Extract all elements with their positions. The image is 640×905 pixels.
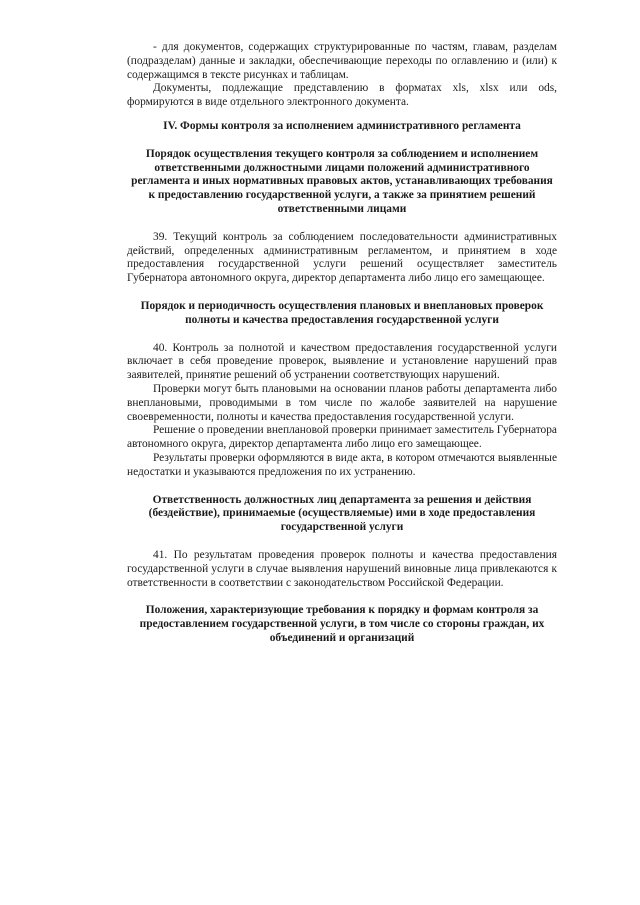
paragraph-39: 39. Текущий контроль за соблюдением последовательности административных действий, определенных административным регламентом, и принятием в ходе предоставления государственной услуги решений осуществляет заместитель Губернатора автономного округа, директор департамента либо лицо его замещающее.	[127, 230, 557, 285]
paragraph-40c: Решение о проведении внеплановой проверки принимает заместитель Губернатора автономного округа, директор департамента либо лицо его замещающее.	[127, 424, 557, 451]
paragraph-41: 41. По результатам проведения проверок полноты и качества предоставления государственной услуги в случае выявления нарушений виновные лица привлекаются к ответственности в соответствии с законодательством Российской Федерации.	[127, 548, 557, 589]
spacer	[127, 480, 557, 494]
paragraph-40b: Проверки могут быть плановыми на основании планов работы департамента либо внеплановыми, проводимыми в том числе по жалобе заявителей на нарушение своевременности, полноты и качества предоставления государственной услуги.	[127, 382, 557, 423]
section-title: IV. Формы контроля за исполнением административного регламента	[163, 119, 521, 132]
spacer	[127, 134, 557, 148]
subsection-heading-current-control: Порядок осуществления текущего контроля за соблюдением и исполнением ответственными должностными лицами положений административного регламента и иных нормативных правовых актов, устанавливающих требования к предоставлению государственной услуги, а также за принятием решений ответственными лицами	[131, 147, 553, 215]
spacer	[127, 328, 557, 342]
subsection-heading-inspections: Порядок и периодичность осуществления плановых и внеплановых проверок полноты и качества предоставления государственной услуги	[140, 299, 544, 326]
intro-paragraph-1: - для документов, содержащих структурированные по частям, главам, разделам (подразделам) данные и закладки, обеспечивающие переходы по оглавлению и (или) к содержащимся в тексте рисунках и таблицам.	[127, 41, 557, 81]
document-body	[127, 41, 557, 646]
spacer	[127, 286, 557, 300]
spacer	[127, 535, 557, 549]
subsection-heading-responsibility: Ответственность должностных лиц департамента за решения и действия (бездействие), принимаемые (осуществляемые) ими в ходе предоставления государственной услуги	[148, 493, 536, 534]
intro-paragraph-2: Документы, подлежащие представлению в форматах xls, xlsx или ods, формируются в виде отдельного электронного документа.	[127, 82, 557, 109]
spacer	[127, 590, 557, 604]
spacer	[127, 217, 557, 231]
paragraph-40d: Результаты проверки оформляются в виде акта, в котором отмечаются выявленные недостатки и указываются предложения по их устранению.	[127, 451, 557, 478]
paragraph-40a: 40. Контроль за полнотой и качеством предоставления государственной услуги включает в себя проведение проверок, выявление и установление нарушений прав заявителей, принятие решений об устранении соответствующих нарушений.	[127, 341, 557, 382]
spacer	[127, 110, 557, 120]
subsection-heading-control-requirements: Положения, характеризующие требования к порядку и формам контроля за предоставлением государственной услуги, в том числе со стороны граждан, их объединений и организаций	[139, 604, 545, 644]
